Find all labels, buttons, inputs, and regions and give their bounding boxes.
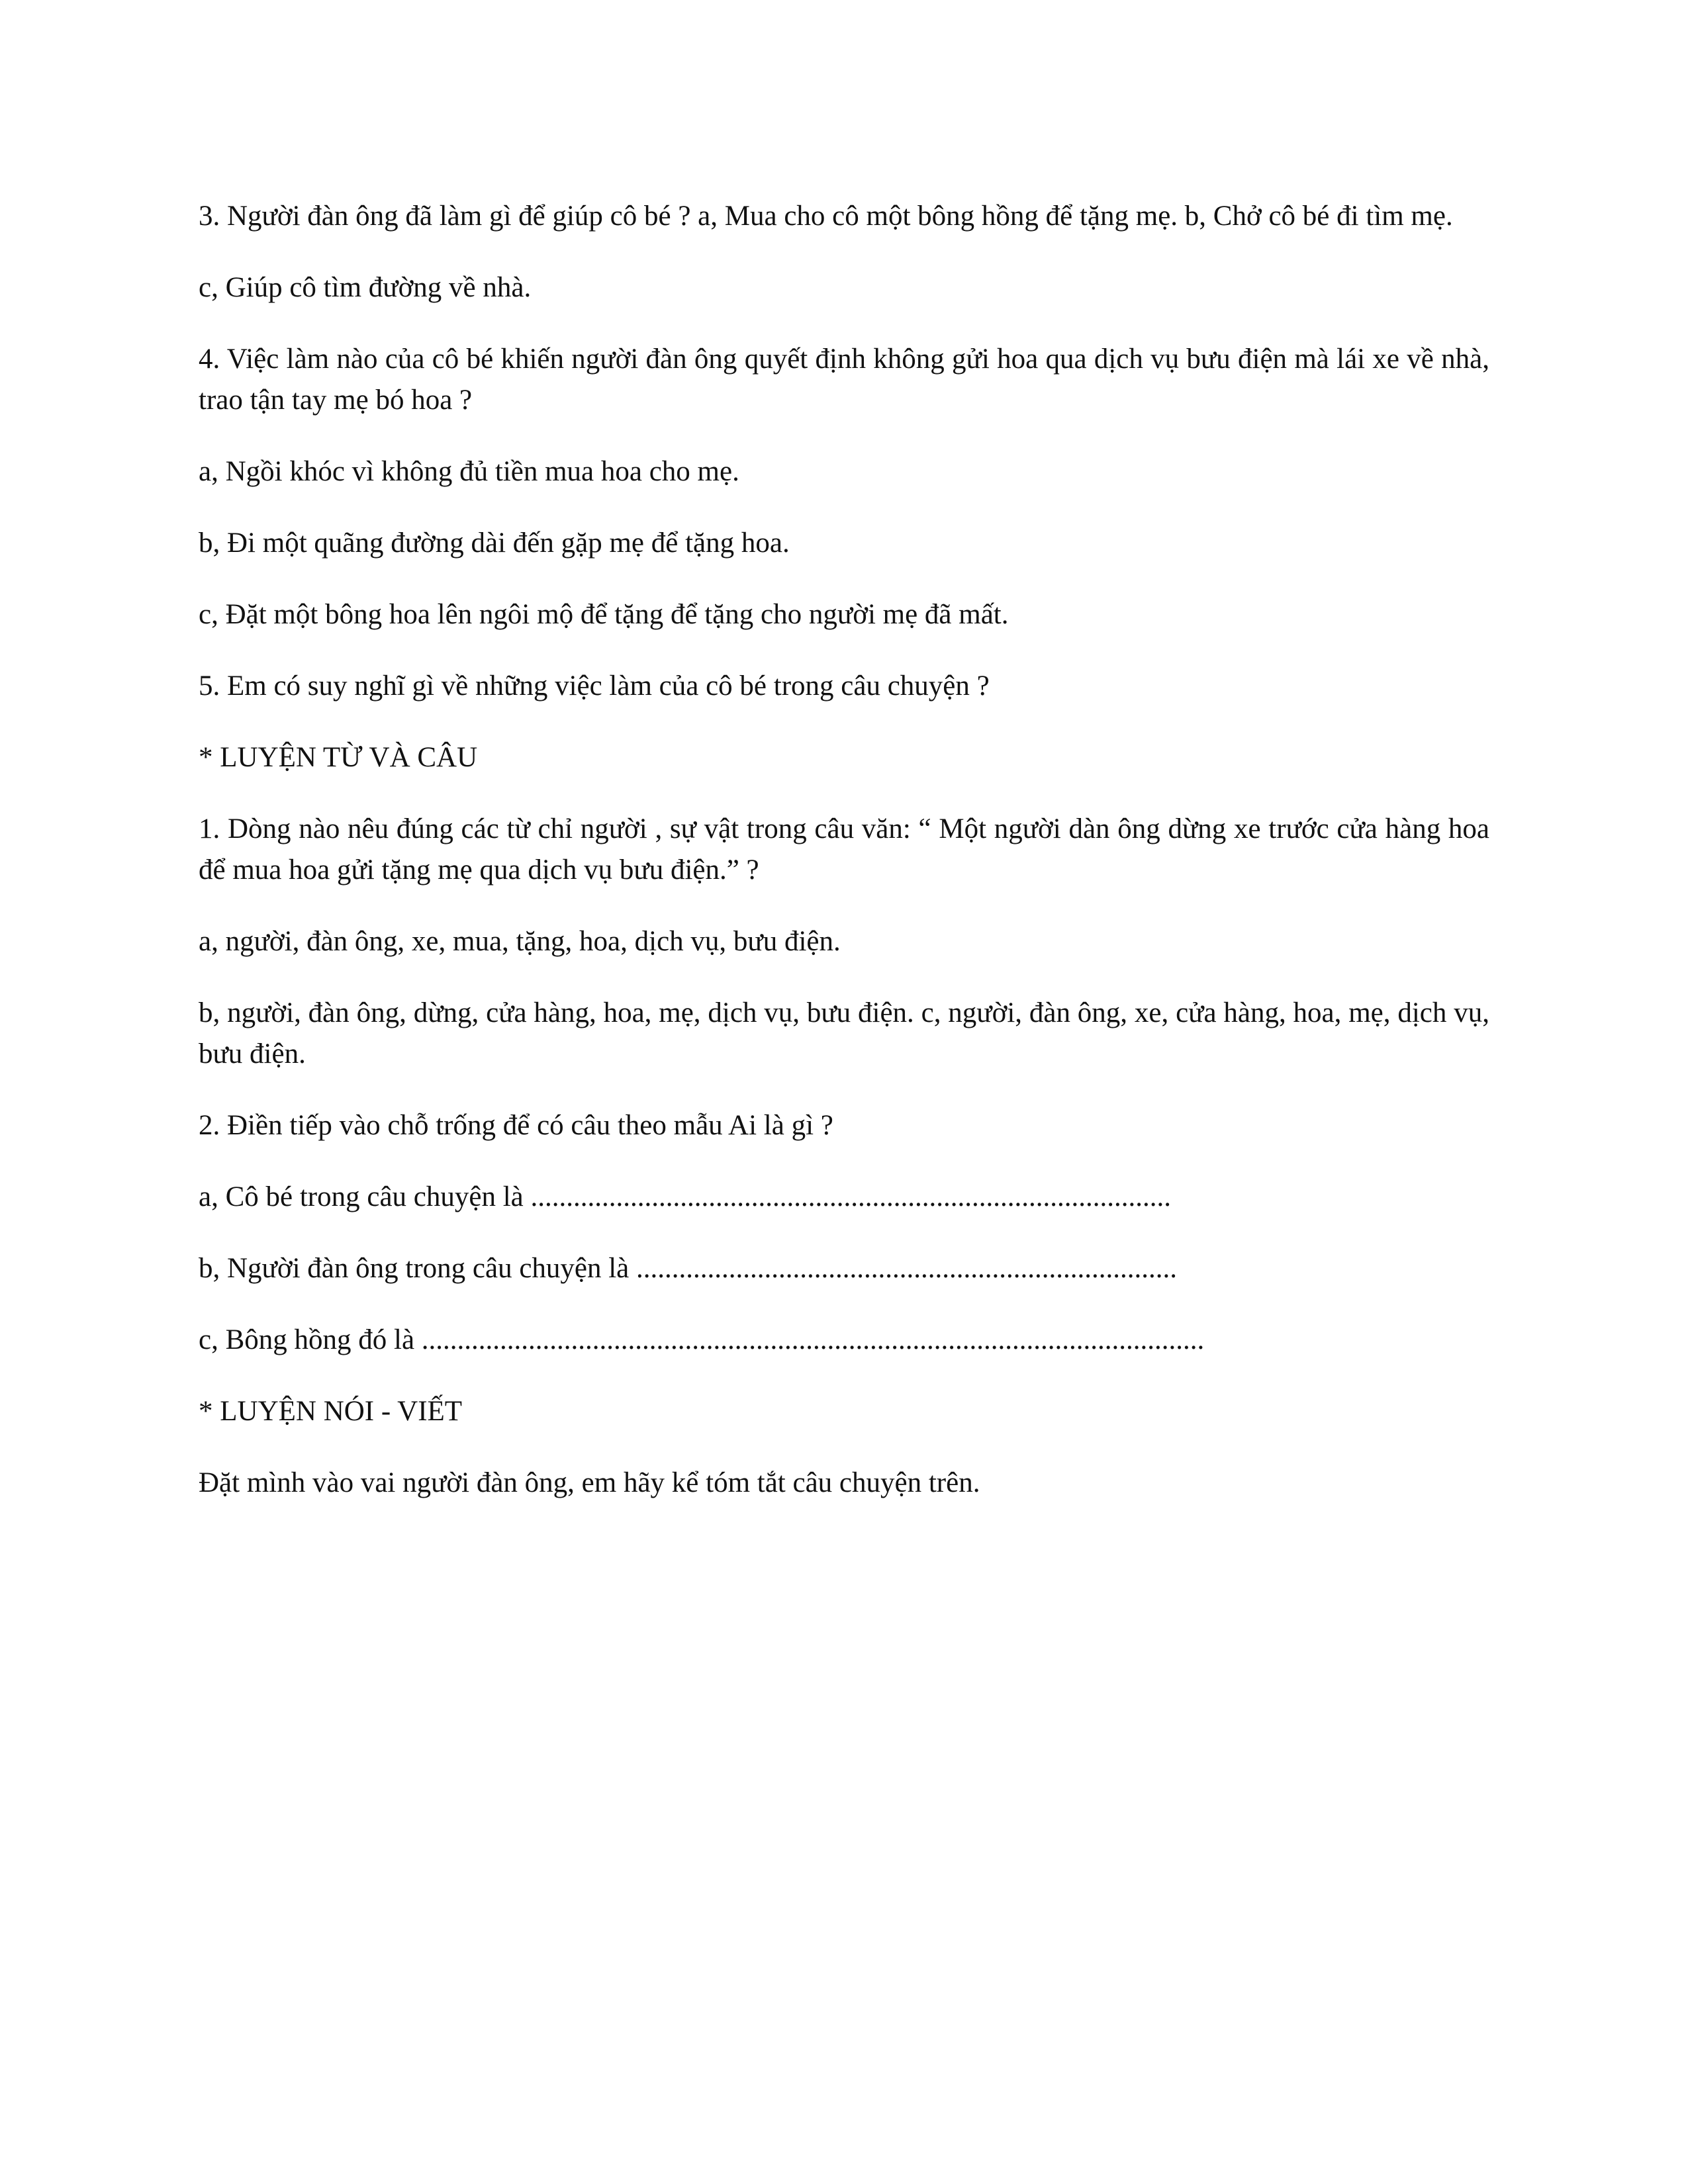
section-heading-speaking-writing: * LUYỆN NÓI - VIẾT — [199, 1396, 463, 1427]
question-4-option-a: a, Ngồi khóc vì không đủ tiền mua hoa cho mẹ. — [199, 456, 739, 487]
speaking-writing-task: Đặt mình vào vai người đàn ông, em hãy kể tóm tắt câu chuyện trên. — [199, 1467, 980, 1498]
section-heading-vocabulary: * LUYỆN TỪ VÀ CÂU — [199, 742, 478, 773]
question-4-option-c: c, Đặt một bông hoa lên ngôi mộ để tặng để tặng cho người mẹ đã mất. — [199, 599, 1009, 630]
vocab-question-2-blank-c: c, Bông hồng đó là .............................................................................................................. — [199, 1324, 1205, 1355]
question-3-option-c: c, Giúp cô tìm đường về nhà. — [199, 272, 532, 303]
vocab-question-1: 1. Dòng nào nêu đúng các từ chỉ người , sự vật trong câu văn: “ Một người dàn ông dừng xe trước cửa hàng hoa để mua hoa gửi tặng mẹ qua dịch vụ bưu điện.” ? — [199, 813, 1489, 886]
question-3: 3. Người đàn ông đã làm gì để giúp cô bé ? a, Mua cho cô một bông hồng để tặng mẹ. b, Chở cô bé đi tìm mẹ. — [199, 201, 1453, 232]
vocab-question-2-blank-a: a, Cô bé trong câu chuyện là .......................................................................................... — [199, 1181, 1171, 1212]
document-page — [199, 196, 1489, 1534]
vocab-question-1-option-a: a, người, đàn ông, xe, mua, tặng, hoa, dịch vụ, bưu điện. — [199, 926, 841, 957]
question-5: 5. Em có suy nghĩ gì về những việc làm của cô bé trong câu chuyện ? — [199, 670, 990, 702]
question-4-option-b: b, Đi một quãng đường dài đến gặp mẹ để tặng hoa. — [199, 527, 790, 559]
question-4: 4. Việc làm nào của cô bé khiến người đàn ông quyết định không gửi hoa qua dịch vụ bưu điện mà lái xe về nhà, trao tận tay mẹ bó hoa ? — [199, 343, 1489, 416]
vocab-question-2-blank-b: b, Người đàn ông trong câu chuyện là ............................................................................ — [199, 1253, 1178, 1284]
vocab-question-2: 2. Điền tiếp vào chỗ trống để có câu theo mẫu Ai là gì ? — [199, 1110, 833, 1141]
vocab-question-1-options-b-c: b, người, đàn ông, dừng, cửa hàng, hoa, mẹ, dịch vụ, bưu điện. c, người, đàn ông, xe, cửa hàng, hoa, mẹ, dịch vụ, bưu điện. — [199, 997, 1489, 1069]
